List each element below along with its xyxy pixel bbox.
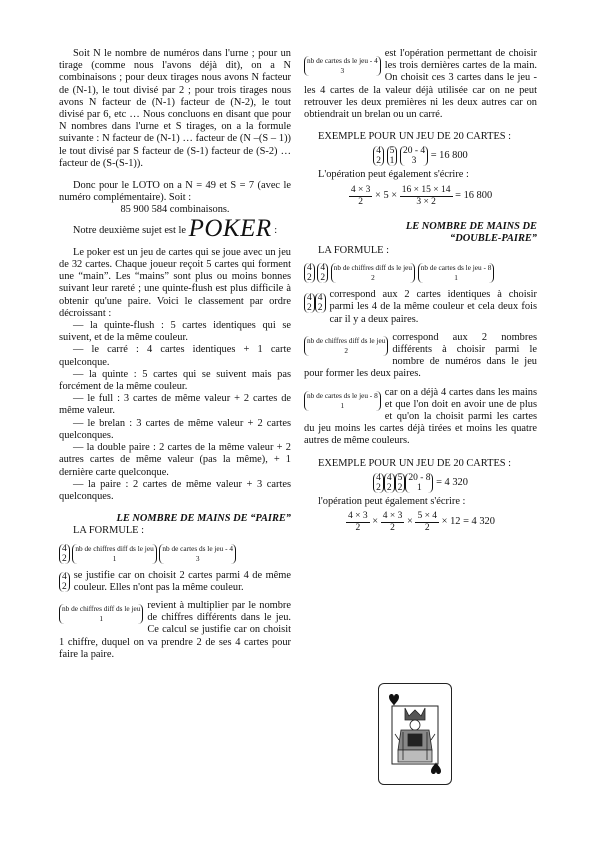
binomial: 4 2 (304, 293, 315, 313)
king-figure (395, 708, 435, 762)
list-item: — la quinte : 5 cartes qui se suivent mais pas forcément de la même couleur. (59, 368, 291, 393)
example-label-2: EXEMPLE POUR UN JEU DE 20 CARTES : (318, 457, 512, 469)
binomial: nb de chiffres diff ds le jeu 2 (331, 263, 415, 283)
binomial: nb de chiffres diff ds le jeu 1 (59, 604, 143, 624)
list-item: — le full : 3 cartes de même valeur + 2 cartes de même valeur. (59, 393, 291, 417)
right-column (304, 48, 537, 537)
fraction: $\frac{4 \times 3}{2}$ (382, 511, 403, 534)
binomial: 20 - 8 1 (405, 473, 433, 493)
result: = 4 320 (436, 476, 468, 488)
paragraph-lotto-formula: Soit N le nombre de numéros dans l'urne ; pour un tirage (comme nous l'avons déjà dit), on a N combinaisons ; pour deux tirages nous avons N facteur de (N-1), le tout divisé par 2 ; pour trois tirages nous avons N facteur de (N-1) facteur de (N-2), le tout divisé par 6, etc … Nous concluons en disant que pour N nombres dans l'urne et S tirages, on a la formule suivante : N facteur de (N-1) … facteur de (N –(S – 1)) le tout divisé par S facteur de (S-1) facteur de (S-2) … facteur de (S-(S-1)). (59, 48, 291, 169)
poker-title: POKER (188, 214, 272, 242)
list-item: — le carré : 4 cartes identiques + 1 carte quelconque. (59, 344, 291, 368)
binomial: 4 2 (373, 146, 384, 166)
binomial: nb de cartes ds le jeu - 8 1 (304, 391, 381, 411)
binomial: 4 2 (304, 263, 315, 283)
poker-intro-colon: : (274, 224, 278, 236)
operator: × (406, 516, 413, 528)
formula-label: LA FORMULE : (318, 245, 390, 257)
binomial: nb de chiffres diff ds le jeu 2 (304, 336, 388, 356)
paragraph-poker-rules: Le poker est un jeu de cartes qui se joue avec un jeu de 32 cartes. Chaque joueur reçoit 5 cartes qui forment une “main”. Les “mains” sont plus ou moins bonnes suivant leur rareté ; une quinte-flush est plus difficile à obtenir qu'une paire. Voici le classement par ordre décroissant : (59, 246, 291, 319)
binomial: 4 2 (373, 473, 384, 493)
operator: × (372, 516, 379, 528)
formula-paire (59, 544, 291, 564)
paragraph-double-paire-1: correspond aux 2 cartes identiques à choisir parmi les 4 de la même couleur et cela deux fois car il y a deux paires. (329, 289, 537, 325)
binomial: nb de cartes ds le jeu - 4 3 (304, 56, 381, 76)
paragraph-loto: Donc pour le LOTO on a N = 49 et S = 7 (avec le numéro complémentaire). Soit : (59, 180, 291, 204)
paragraph-double-paire-2: correspond aux 2 nombres différents à choisir parmi le nombre de numéros dans le jeu pour former les deux paires. (304, 331, 537, 380)
fraction: $\frac{4 \times 3}{2}$ (348, 511, 368, 534)
binomial: 4 2 (59, 544, 70, 564)
equation-example-1 (304, 146, 537, 166)
list-item: — la double paire : 2 cartes de la même valeur + 2 autres cartes de même valeur (pas la même), + 1 dernière carte quelconque. (59, 442, 291, 478)
binomial: 5 2 (395, 473, 406, 493)
list-item: — la paire : 2 cartes de même valeur + 3 cartes quelconques. (59, 478, 291, 502)
card-drawing (379, 684, 451, 784)
result: = 16 800 (455, 190, 493, 202)
fraction: $\frac{16 \times 15 \times 14}{3 \times 2}$ (401, 184, 451, 207)
paragraph-paire-multiply: revient à multiplier par le nombre de chiffres différents dans le jeu. Ce calcul se justifie car on choisit 1 chiffre, duquel on va prendre 2 de ses 4 cartes pour faire la paire. (59, 599, 291, 660)
list-item: — le brelan : 3 cartes de même valeur + 2 cartes quelconques. (59, 417, 291, 441)
heading-paire: LE NOMBRE DE MAINS DE “PAIRE” (116, 513, 291, 525)
heading-double-paire-2: “DOUBLE-PAIRE” (450, 232, 537, 244)
operation-label-2: l'opération peut également s'écrire : (318, 495, 466, 507)
binomial: 4 2 (384, 473, 395, 493)
paragraph-double-paire-3: car on a déjà 4 cartes dans les mains et que l'on doit en avoir une de plus et qu'on la choisit parmi les cartes du jeu moins les cartes déjà tirées et moins les quatre autres de même couleurs. (304, 386, 537, 447)
binomial: nb de cartes ds le jeu - 8 1 (418, 263, 495, 283)
formula-label: LA FORMULE : (73, 525, 145, 537)
heart-icon (389, 694, 399, 706)
result: × 12 = 4 320 (441, 516, 495, 528)
binomial: nb de chiffres diff ds le jeu 1 (72, 544, 156, 564)
equation-example-4 (304, 511, 537, 534)
binomial: 4 2 (59, 572, 70, 592)
loto-result: 85 900 584 combinaisons. (120, 204, 230, 216)
paragraph-three-last: est l'opération permettant de choisir les trois dernières cartes de la main. On choisit ces 3 cartes dans le jeu - les 4 cartes de la valeur déjà utilisée car on ne peut retrouver les deux premières ni les deux autres car on obtiendrait un brelan ou un carré. (304, 48, 537, 121)
list-item: — la quinte-flush : 5 cartes identiques qui se suivent, et de la même couleur. (59, 320, 291, 344)
fraction: $\frac{5 \times 4}{2}$ (417, 511, 438, 534)
operation-label: L'opération peut également s'écrire : (318, 169, 469, 181)
fraction: $\frac{4 \times 3}{2}$ (350, 184, 371, 207)
operator: × 5 × (375, 190, 398, 202)
paragraph-paire-justification: se justifie car on choisit 2 cartes parmi 4 de même couleur. Elles n'ont pas la même couleur. (73, 569, 291, 593)
result: = 16 800 (430, 150, 468, 162)
example-label: EXEMPLE POUR UN JEU DE 20 CARTES : (318, 131, 512, 143)
heading-double-paire: LE NOMBRE DE MAINS DE (405, 220, 537, 232)
equation-example-2 (304, 185, 537, 208)
left-column (59, 48, 291, 661)
binomial: 20 - 4 3 (400, 146, 428, 166)
poker-intro (59, 214, 291, 242)
binomial: 4 2 (317, 263, 328, 283)
king-of-hearts-card-illustration (378, 683, 452, 785)
formula-double-paire (304, 263, 537, 283)
binomial: 4 2 (315, 293, 326, 313)
binomial: 5 1 (387, 146, 398, 166)
binomial: nb de cartes ds le jeu - 4 3 (159, 544, 236, 564)
poker-intro-text: Notre deuxième sujet est le (72, 224, 186, 236)
equation-example-3 (304, 473, 537, 493)
